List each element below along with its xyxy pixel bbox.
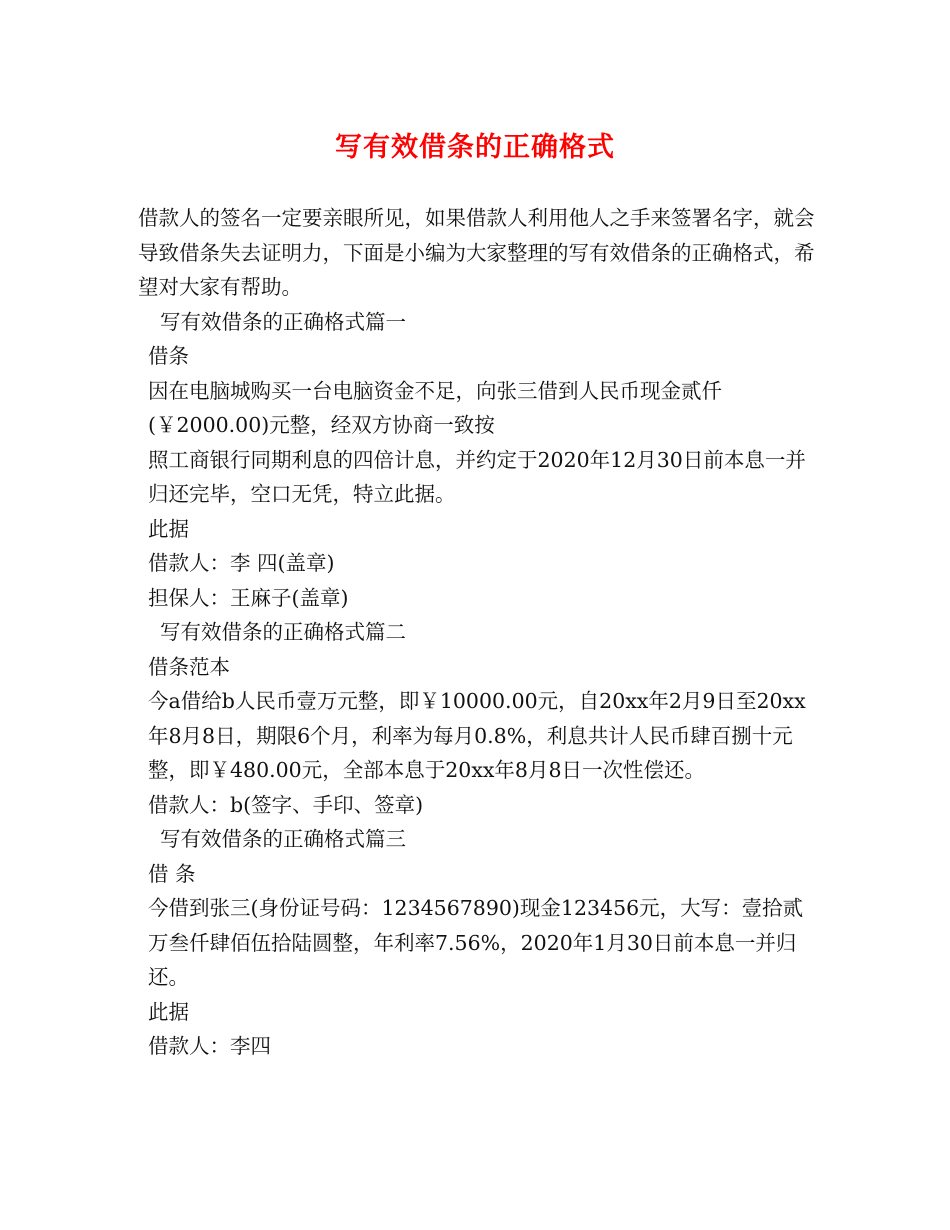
note-body-1b: 照工商银行同期利息的四倍计息，并约定于2020年12月30日前本息一并归还完毕，空口无凭，特立此据。 xyxy=(148,447,806,506)
note-title-3: 借 条 xyxy=(148,861,196,886)
section-heading-1: 写有效借条的正确格式篇一 xyxy=(160,309,406,334)
borrower-3: 借款人：李四 xyxy=(148,1034,271,1058)
guarantor-1: 担保人：王麻子(盖章) xyxy=(148,585,349,610)
document-body xyxy=(138,201,822,1064)
borrower-1: 借款人：李 四(盖章) xyxy=(148,551,335,575)
note-title-1: 借条 xyxy=(148,344,189,368)
section-heading-3: 写有效借条的正确格式篇三 xyxy=(160,827,406,851)
note-body-1a: 因在电脑城购买一台电脑资金不足，向张三借到人民币现金贰仟(￥2000.00)元整，经双方协商一致按 xyxy=(148,378,722,437)
note-body-3: 今借到张三(身份证号码：1234567890)现金123456元，大写：壹拾贰万叁仟肆佰伍拾陆圆整，年利率7.56%，2020年1月30日前本息一并归还。 xyxy=(148,896,804,989)
document-title: 写有效借条的正确格式 xyxy=(335,132,615,163)
intro-paragraph: 借款人的签名一定要亲眼所见，如果借款人利用他人之手来签署名字，就会导致借条失去证明力，下面是小编为大家整理的写有效借条的正确格式，希望对大家有帮助。 xyxy=(138,206,815,299)
closing-1: 此据 xyxy=(148,516,189,541)
note-body-2: 今a借给b人民币壹万元整，即￥10000.00元，自20xx年2月9日至20xx年8月8日，期限6个月，利率为每月0.8%，利息共计人民币肆百捌十元整，即￥480.00元，全部本息于20xx年8月8日一次性偿还。 xyxy=(148,689,806,782)
note-title-2: 借条范本 xyxy=(148,654,230,679)
closing-3: 此据 xyxy=(148,999,189,1024)
section-heading-2: 写有效借条的正确格式篇二 xyxy=(160,620,406,644)
borrower-2: 借款人：b(签字、手印、签章) xyxy=(148,792,424,817)
